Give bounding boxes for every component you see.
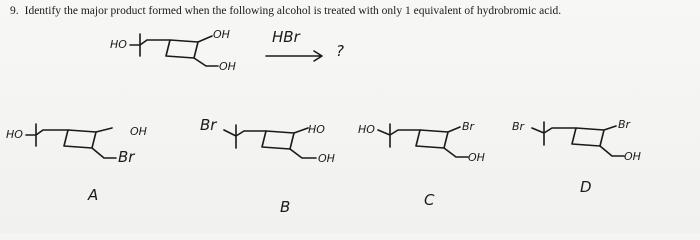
choice-c-letter: C [424, 191, 435, 209]
choice-c-ch2-bond [444, 148, 468, 157]
choice-b-ch2-bond [290, 149, 316, 158]
choice-b-oh-label: OH [318, 152, 335, 165]
choice-d-br-bond [604, 126, 616, 130]
reaction-arrow-group [266, 28, 344, 61]
choice-d-br-label-2: Br [618, 118, 631, 131]
choice-c-br-label: Br [462, 120, 475, 133]
reaction-arrow [266, 51, 322, 61]
choice-c-oh-label: OH [468, 151, 485, 164]
question-prompt: Identify the major product formed when the following alcohol is treated with only 1 equivalent of hydrobromic acid. [24, 5, 562, 17]
choice-a-ho-label: HO [6, 128, 23, 141]
choice-a-oh-bond [96, 128, 112, 132]
question-number: 9. [10, 5, 19, 17]
choice-d-ch2-bond [600, 146, 624, 156]
choice-a-oh-label: OH [130, 125, 147, 138]
reactant-structure [110, 28, 236, 73]
reactant-ring [166, 40, 198, 58]
choice-a-letter: A [88, 186, 99, 204]
choice-d-structure [512, 118, 641, 196]
choice-b-br-label: Br [200, 116, 217, 134]
choice-b-ho-label: HO [308, 123, 325, 136]
choice-a-structure [6, 124, 147, 204]
choice-b-tert-carbon [224, 125, 266, 148]
choice-b-structure [200, 116, 335, 216]
reactant-oh-label-1: OH [213, 28, 230, 41]
choice-d-tert-carbon [532, 122, 576, 145]
reactant-oh-label-2: OH [219, 60, 236, 73]
choice-b-oh-bond [294, 128, 308, 133]
choice-d-letter: D [580, 178, 592, 196]
choice-c-br-bond [448, 127, 460, 132]
choice-a-ch2-bond [92, 148, 116, 158]
reagent-label: HBr [272, 28, 300, 46]
reactant-tert-carbon [130, 34, 170, 56]
choice-b-letter: B [280, 198, 291, 216]
choice-d-oh-label: OH [624, 150, 641, 163]
choice-a-br-label: Br [118, 148, 135, 166]
reactant-ho-label: HO [110, 38, 127, 51]
choice-c-structure [358, 120, 485, 209]
reactant-oh-bond-1 [198, 36, 212, 42]
choice-a-tert-carbon [26, 124, 68, 146]
choice-d-br-label-1: Br [512, 120, 525, 133]
choice-a-ring [64, 130, 96, 148]
choice-c-ho-label: HO [358, 123, 375, 136]
choice-b-ring [262, 131, 294, 149]
choice-c-ring [416, 130, 448, 148]
choice-d-ring [572, 128, 604, 146]
choice-c-tert-carbon [378, 124, 420, 147]
reactant-ch2-bond [194, 58, 218, 66]
product-question-mark: ? [336, 42, 344, 60]
